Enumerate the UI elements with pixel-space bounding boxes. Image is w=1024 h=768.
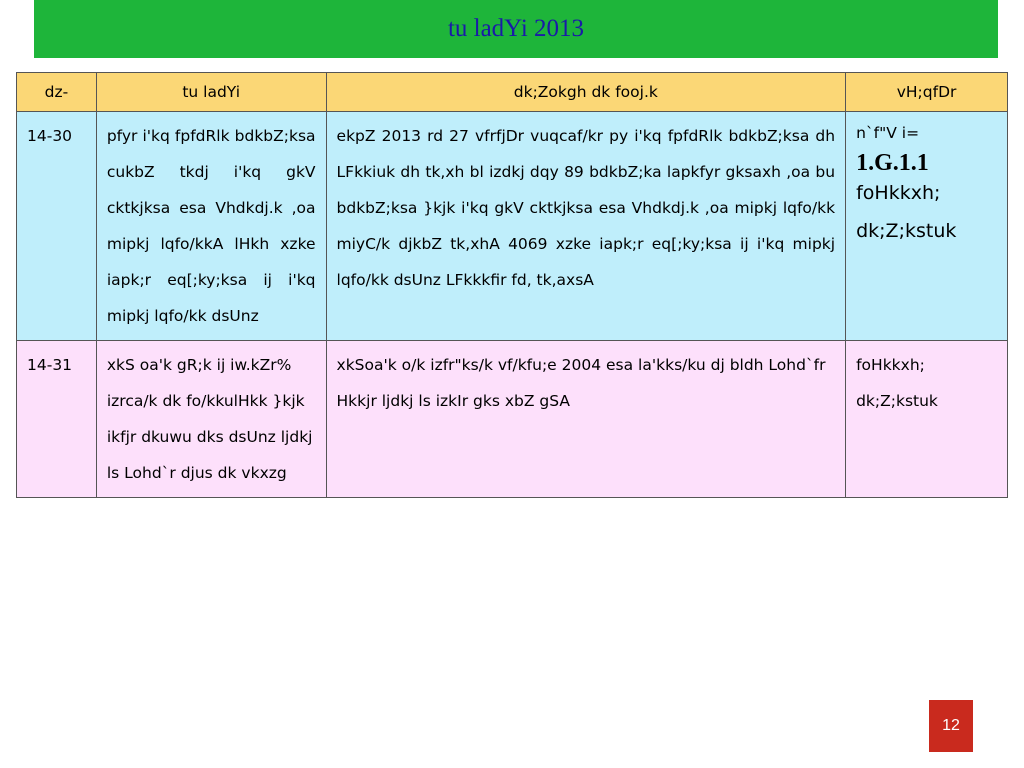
- remark-line: dk;Z;kstuk: [856, 392, 938, 410]
- title-bar: [34, 0, 998, 58]
- remark-line: foHkkxh;: [856, 356, 925, 374]
- page-number-badge: [929, 700, 973, 752]
- header-subject: tu ladYi: [96, 73, 326, 112]
- table-row: [17, 341, 1008, 498]
- row-number: 14-31: [17, 341, 97, 498]
- header-number: dz-: [17, 73, 97, 112]
- slide-title: tu ladYi 2013: [447, 15, 585, 42]
- remark-line: dk;Z;kstuk: [856, 220, 957, 242]
- header-details: dk;Zokgh dk fooj.k: [326, 73, 846, 112]
- row-number: 14-30: [17, 112, 97, 341]
- table-row: [17, 112, 1008, 341]
- header-remark: vH;qfDr: [846, 73, 1008, 112]
- page-number: 12: [942, 717, 960, 734]
- table-header-row: [17, 73, 1008, 112]
- remark-code: 1.G.1.1: [856, 150, 929, 176]
- remark-line: n`f"V i=: [856, 124, 920, 142]
- row-remark: [846, 341, 1008, 498]
- content-table: [16, 72, 1008, 498]
- row-subject: xkS oa'k gR;k ij iw.kZr% izrca/k dk fo/kkulHkk }kjk ikfjr dkuwu dks dsUnz ljdkj ls Lohd`r djus dk vkxzg: [96, 341, 326, 498]
- row-subject: pfyr i'kq fpfdRlk bdkbZ;ksa cukbZ tkdj i'kq gkV cktkjksa esa Vhdkdj.k ,oa mipkj lqfo/kkA lHkh xzke iapk;r eq[;ky;ksa ij i'kq mipkj lqfo/kk dsUnz: [96, 112, 326, 341]
- row-remark: [846, 112, 1008, 341]
- row-details: ekpZ 2013 rd 27 vfrfjDr vuqcaf/kr py i'kq fpfdRlk bdkbZ;ksa dh LFkkiuk dh tk,xh bl izdkj dqy 89 bdkbZ;ka lapkfyr gksaxh ,oa bu bdkbZ;ksa }kjk i'kq gkV cktkjksa esa Vhdkdj.k ,oa mipkj lqfo/kk miyC/k djkbZ tk,xhA 4069 xzke iapk;r eq[;ky;ksa ij i'kq mipkj lqfo/kk dsUnz LFkkkfir fd, tk,axsA: [326, 112, 846, 341]
- remark-line: foHkkxh;: [856, 182, 941, 204]
- row-details: xkSoa'k o/k izfr"ks/k vf/kfu;e 2004 esa la'kks/ku dj bldh Lohd`fr Hkkjr ljdkj ls izkIr gks xbZ gSA: [326, 341, 846, 498]
